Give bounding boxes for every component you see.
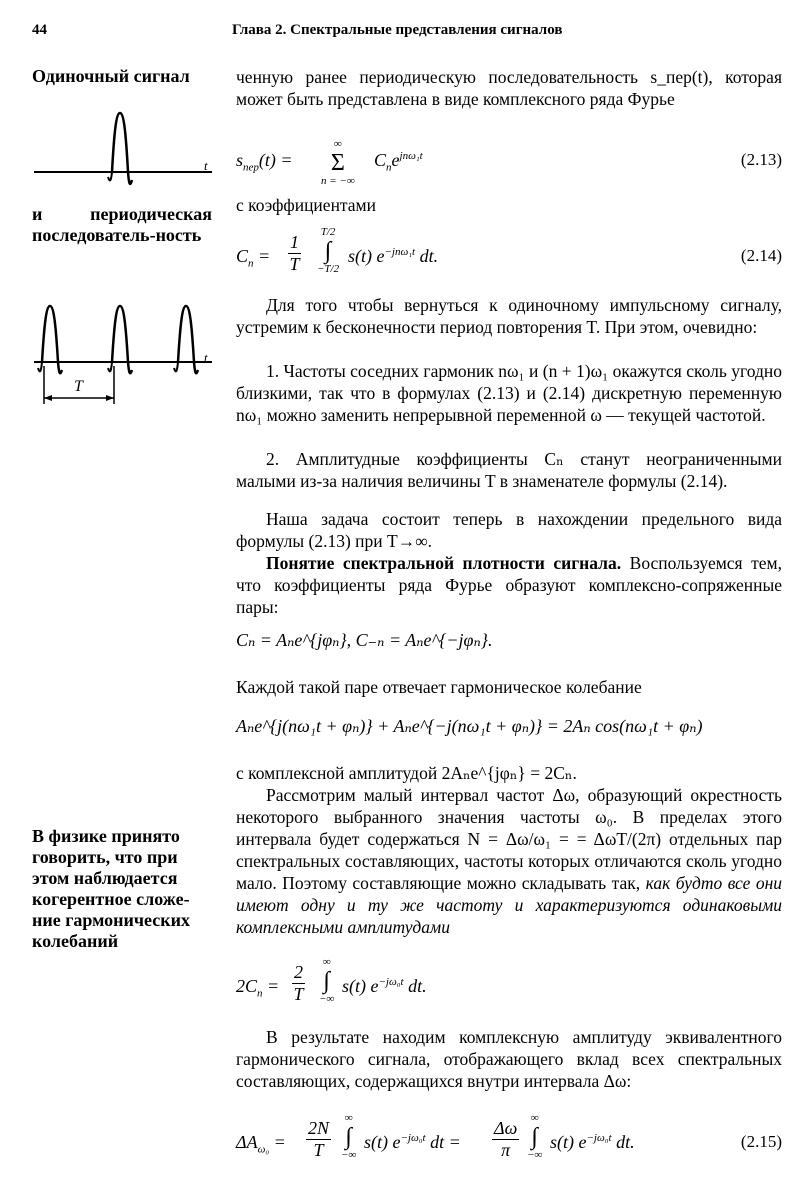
- paragraph-harmonic-pair: Каждой такой паре отвечает гармоническое колебание: [236, 677, 642, 697]
- formula-2cn: $2C_n$ = $\frac{2}{T}$ ∞ ∫ −∞ s(t) $e^{-j\omega_0t}$ dt.: [236, 956, 427, 1005]
- pulse-shape-2: [112, 306, 132, 373]
- formula-harmonic: Aₙe^{j(nω₁t + φₙ)} + Aₙe^{−j(nω₁t + φₙ)} = 2Aₙ cos(nω₁t + φₙ): [236, 716, 703, 736]
- paragraph-spectral-density: Понятие спектральной плотности сигнала. Воспользуемся тем, что коэффициенты ряда Фурье образуют комплексно-сопряженные пары:: [236, 553, 782, 617]
- paragraph-complex-amplitude: с комплексной амплитудой 2Aₙe^{jφₙ} = 2Cₙ.: [236, 763, 577, 783]
- paragraph-task: Наша задача состоит теперь в нахождении предельного вида формулы (2.13) при T→∞.: [236, 509, 782, 551]
- period-label: T: [74, 378, 83, 395]
- paragraph-return-to-single: Для того чтобы вернуться к одиночному импульсному сигналу, устремим к бесконечности период повторения T. При этом, очевидно:: [236, 295, 782, 337]
- equation-number-2-14: (2.14): [740, 246, 782, 265]
- page-number: 44: [32, 22, 47, 38]
- paragraph-small-interval: Рассмотрим малый интервал частот Δω, образующий окрестность некоторого выбранного значения частоты ω₀. В пределах этого интервала будет содержаться N = Δω/ω₁ = = ΔωT/(2π) отдельных пар спектральных составляющих, частоты которых отличаются сколь угодно мало. Поэтому составляющие можно складывать так, как будто все они имеют одну и ту же частоту и характеризуются одинаковыми комплексными амплитудами: [236, 785, 782, 937]
- paragraph-intro: ченную ранее периодическую последовательность s_пер(t), которая может быть представлена в виде комплексного ряда Фурье: [236, 67, 782, 109]
- pulse-shape-1: [42, 306, 62, 373]
- equation-number-2-13: (2.13): [740, 150, 782, 169]
- periodic-pulse-diagram: [30, 300, 220, 410]
- axis-label-t2: t: [204, 350, 208, 365]
- formula-2-14: $C_n$ = $\frac{1}{T}$ T/2 ∫ −T/2 s(t) $e^{-jn\omega_1t}$ dt. (2.14): [236, 226, 782, 275]
- chapter-title: Глава 2. Спектральные представления сигналов: [232, 22, 563, 38]
- formula-2-13: $s_{пер}(t)$ = ∞ Σ n = −∞ $C_ne^{jn\omega_1t}$ (2.13): [236, 138, 782, 187]
- single-pulse-diagram: [30, 105, 220, 190]
- formula-conjugate-pairs: Cₙ = Aₙe^{jφₙ}, C₋ₙ = Aₙe^{−jφₙ}.: [236, 630, 493, 650]
- paragraph-coefficients: с коэффициентами: [236, 195, 376, 215]
- margin-note-single-signal: Одиночный сигнал: [32, 66, 190, 86]
- pulse-shape-3: [178, 306, 198, 373]
- paragraph-item-1: 1. Частоты соседних гармоник nω₁ и (n + 1)ω₁ окажутся сколь угодно близкими, так что в формулах (2.13) и (2.14) дискретную переменную nω₁ можно заменить непрерывной переменной ω — текущей частотой.: [236, 361, 782, 425]
- equation-number-2-15: (2.15): [740, 1132, 782, 1151]
- section-heading-spectral-density: Понятие спектральной плотности сигнала.: [266, 553, 622, 573]
- margin-note-periodic: и периодическая последователь-ность: [32, 204, 212, 245]
- paragraph-item-2: 2. Амплитудные коэффициенты Cₙ станут неограниченными малыми из-за наличия величины T в знаменателе формулы (2.14).: [236, 449, 782, 491]
- paragraph-result: В результате находим комплексную амплитуду эквивалентного гармонического сигнала, отображающего вклад всех спектральных составляющих, содержащихся внутри интервала Δω:: [236, 1027, 782, 1091]
- axis-label-t1: t: [204, 158, 208, 173]
- formula-2-15: $\Delta A_{\omega_0}$ = $\frac{2N}{T}$ ∞ ∫ −∞ s(t) $e^{-j\omega_0t}$ dt = $\frac{\Delta\omega}{\pi}$ ∞ ∫ −∞ s(t) $e^{-j\omega_0t}$ dt. (2.15): [236, 1112, 782, 1161]
- pulse-shape: [112, 113, 132, 184]
- margin-note-coherent: В физике принято говорить, что при этом наблюдается когерентное сложе-ние гармонических колебаний: [32, 826, 191, 951]
